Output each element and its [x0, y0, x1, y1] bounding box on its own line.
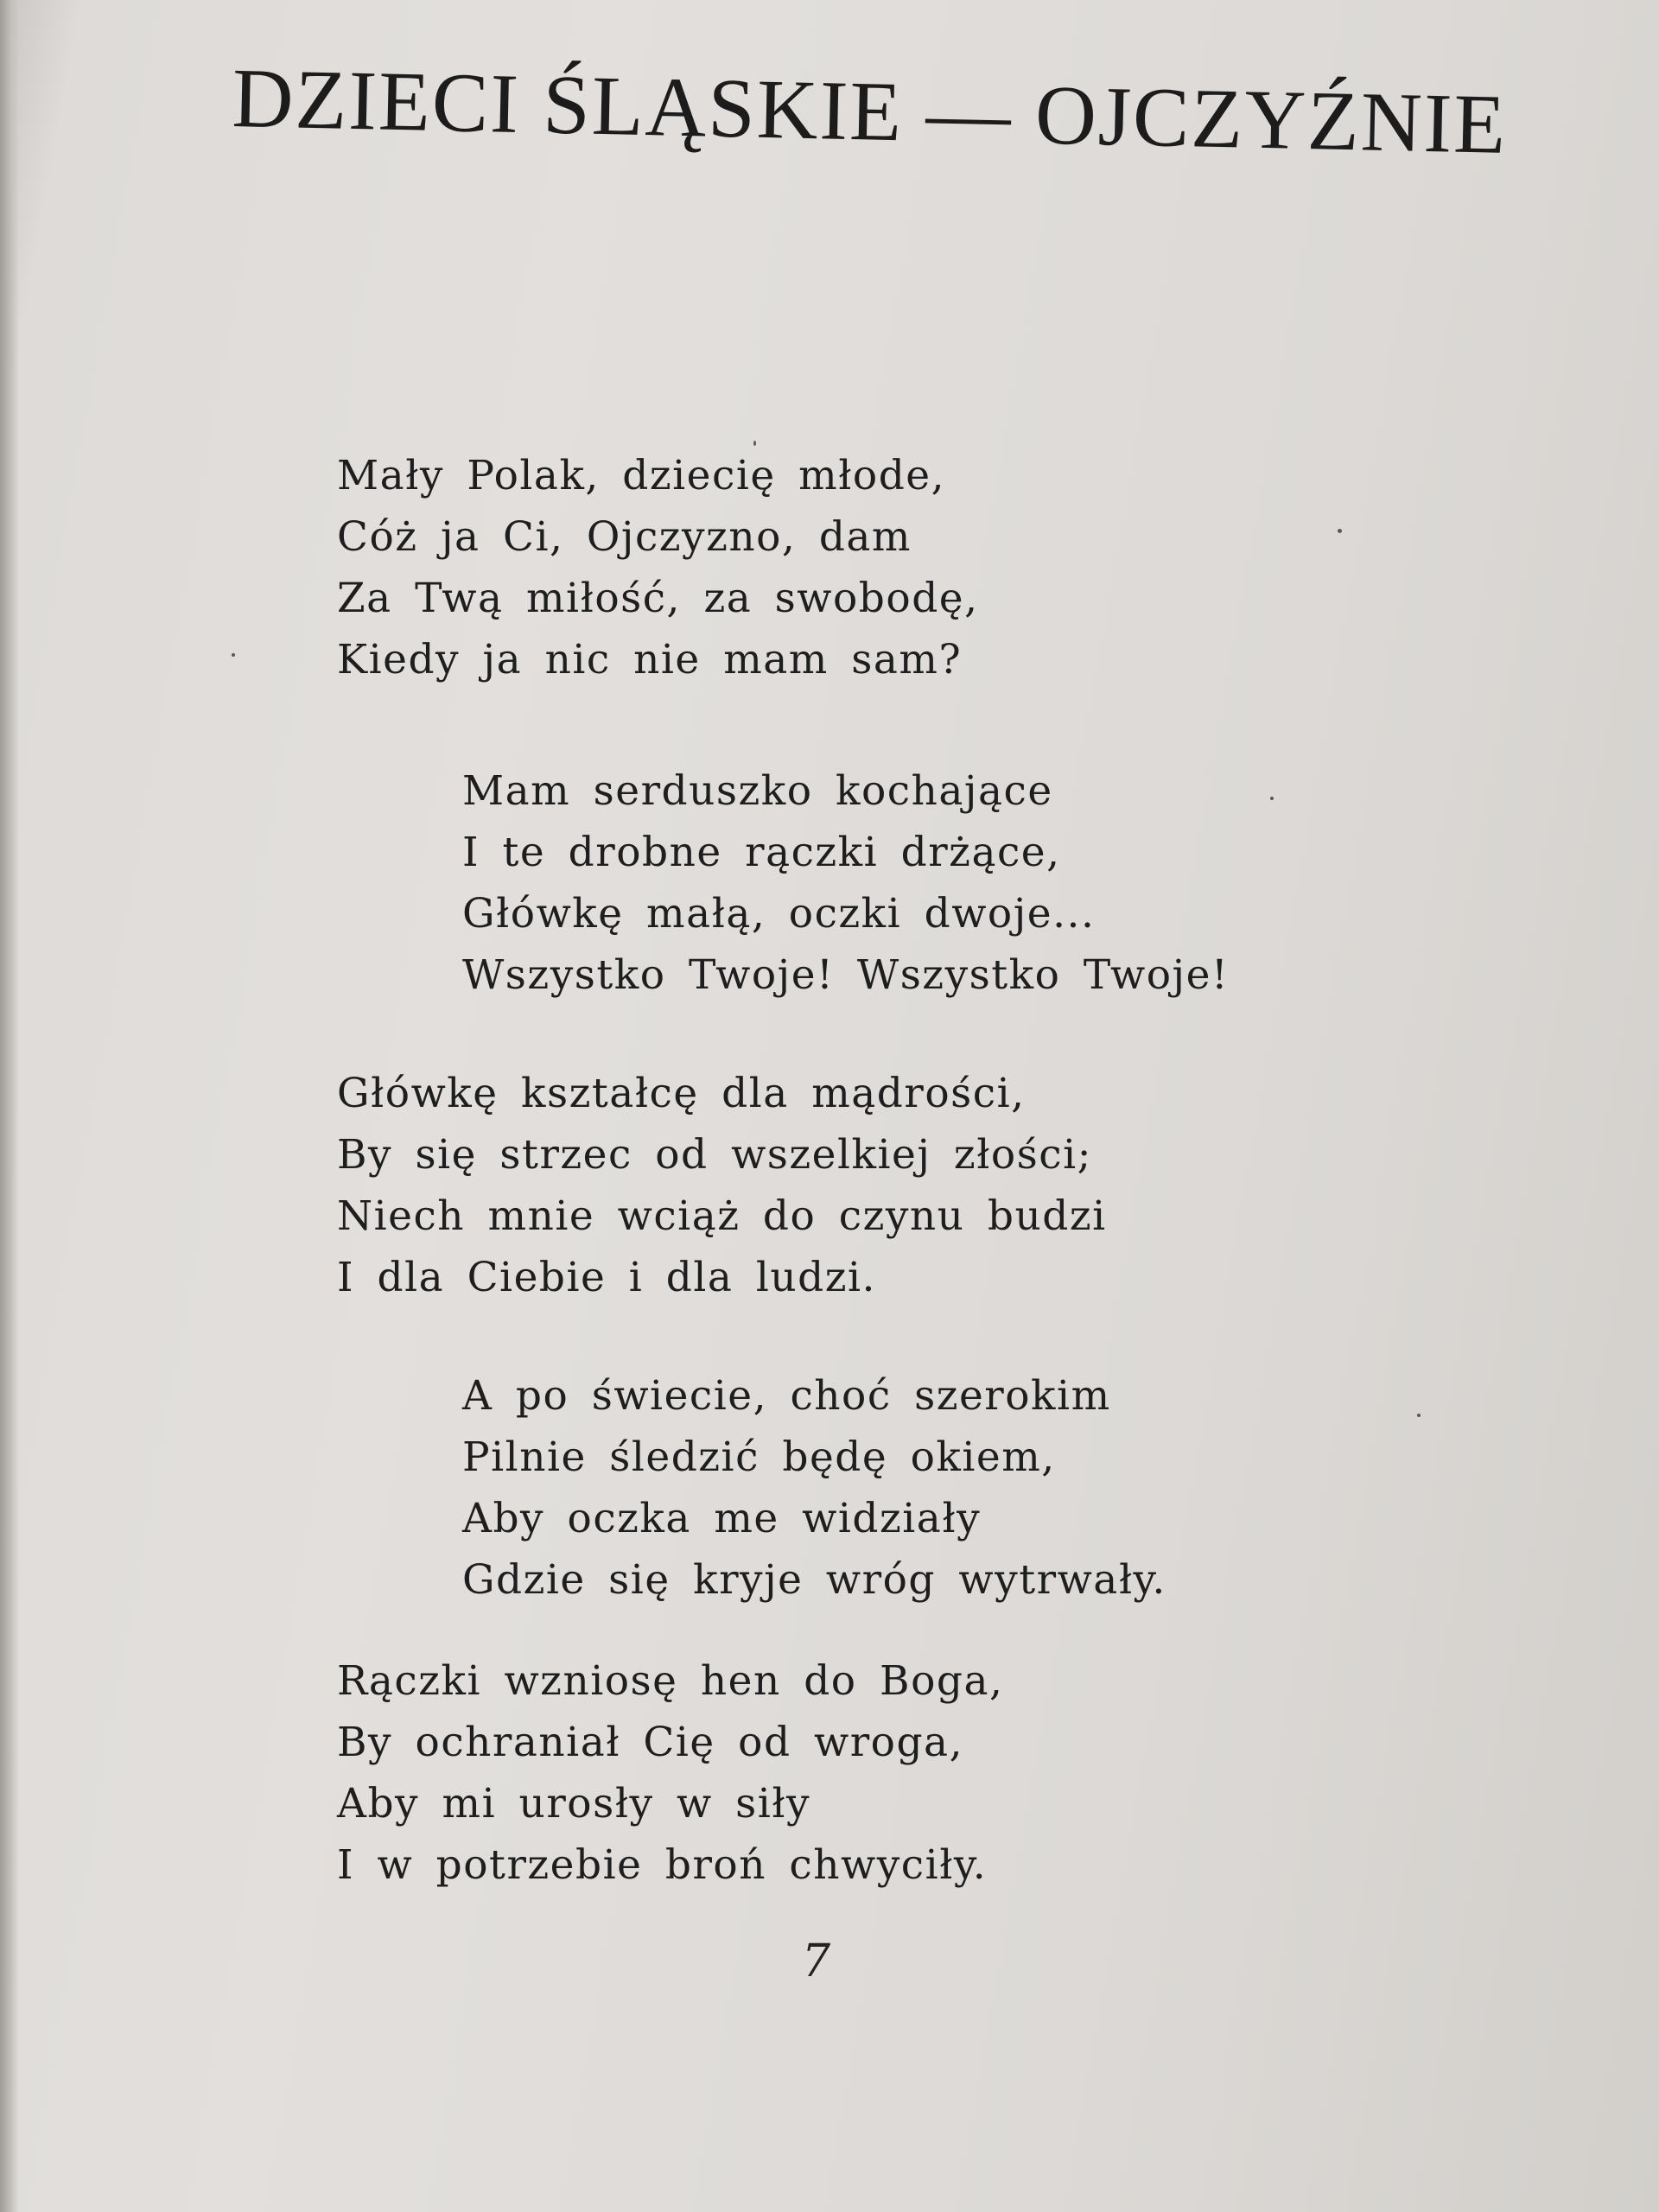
- stanza-3: [337, 1063, 1107, 1308]
- page-number: 7: [802, 1936, 831, 1987]
- stanza-5: [337, 1650, 1003, 1896]
- poem-line: Główkę małą, oczki dwoje...: [462, 890, 1096, 938]
- poem-line: Cóż ja Ci, Ojczyzno, dam: [337, 513, 912, 561]
- poem-line: By ochraniał Cię od wroga,: [337, 1719, 964, 1766]
- poem-line: Mam serduszko kochające: [462, 767, 1053, 815]
- paper-speck: [1270, 797, 1274, 800]
- poem-line: Kiedy ja nic nie mam sam?: [337, 636, 963, 683]
- paper-speck: [753, 441, 756, 446]
- page-binding-edge: [0, 0, 19, 2212]
- stanza-4: [337, 1365, 1166, 1611]
- paper-speck: [232, 653, 235, 657]
- poem-line: Aby oczka me widziały: [462, 1495, 982, 1542]
- stanza-2: [337, 760, 1229, 1006]
- poem-line: Gdzie się kryje wróg wytrwały.: [462, 1556, 1166, 1604]
- poem-line: Mały Polak, dziecię młode,: [337, 452, 946, 499]
- poem-line: I w potrzebie broń chwyciły.: [337, 1841, 988, 1889]
- poem-title: DZIECI ŚLĄSKIE — OJCZYŹNIE: [231, 51, 1509, 172]
- paper-speck: [1417, 1414, 1421, 1417]
- poem-line: Niech mnie wciąż do czynu budzi: [337, 1192, 1107, 1240]
- poem-line: I te drobne rączki drżące,: [462, 829, 1061, 876]
- stanza-1: [337, 445, 979, 690]
- poem-line: Za Twą miłość, za swobodę,: [337, 575, 979, 622]
- poem-line: Główkę kształcę dla mądrości,: [337, 1070, 1026, 1117]
- paper-speck: [1338, 529, 1342, 533]
- poem-line: I dla Ciebie i dla ludzi.: [337, 1254, 876, 1301]
- poem-line: Aby mi urosły w siły: [337, 1780, 811, 1827]
- poem-line: Pilnie śledzić będę okiem,: [462, 1433, 1056, 1481]
- poem-line: Rączki wzniosę hen do Boga,: [337, 1657, 1004, 1705]
- poem-line: By się strzec od wszelkiej złości;: [337, 1131, 1092, 1179]
- poem-line: Wszystko Twoje! Wszystko Twoje!: [462, 951, 1230, 999]
- poem-line: A po świecie, choć szerokim: [462, 1372, 1111, 1420]
